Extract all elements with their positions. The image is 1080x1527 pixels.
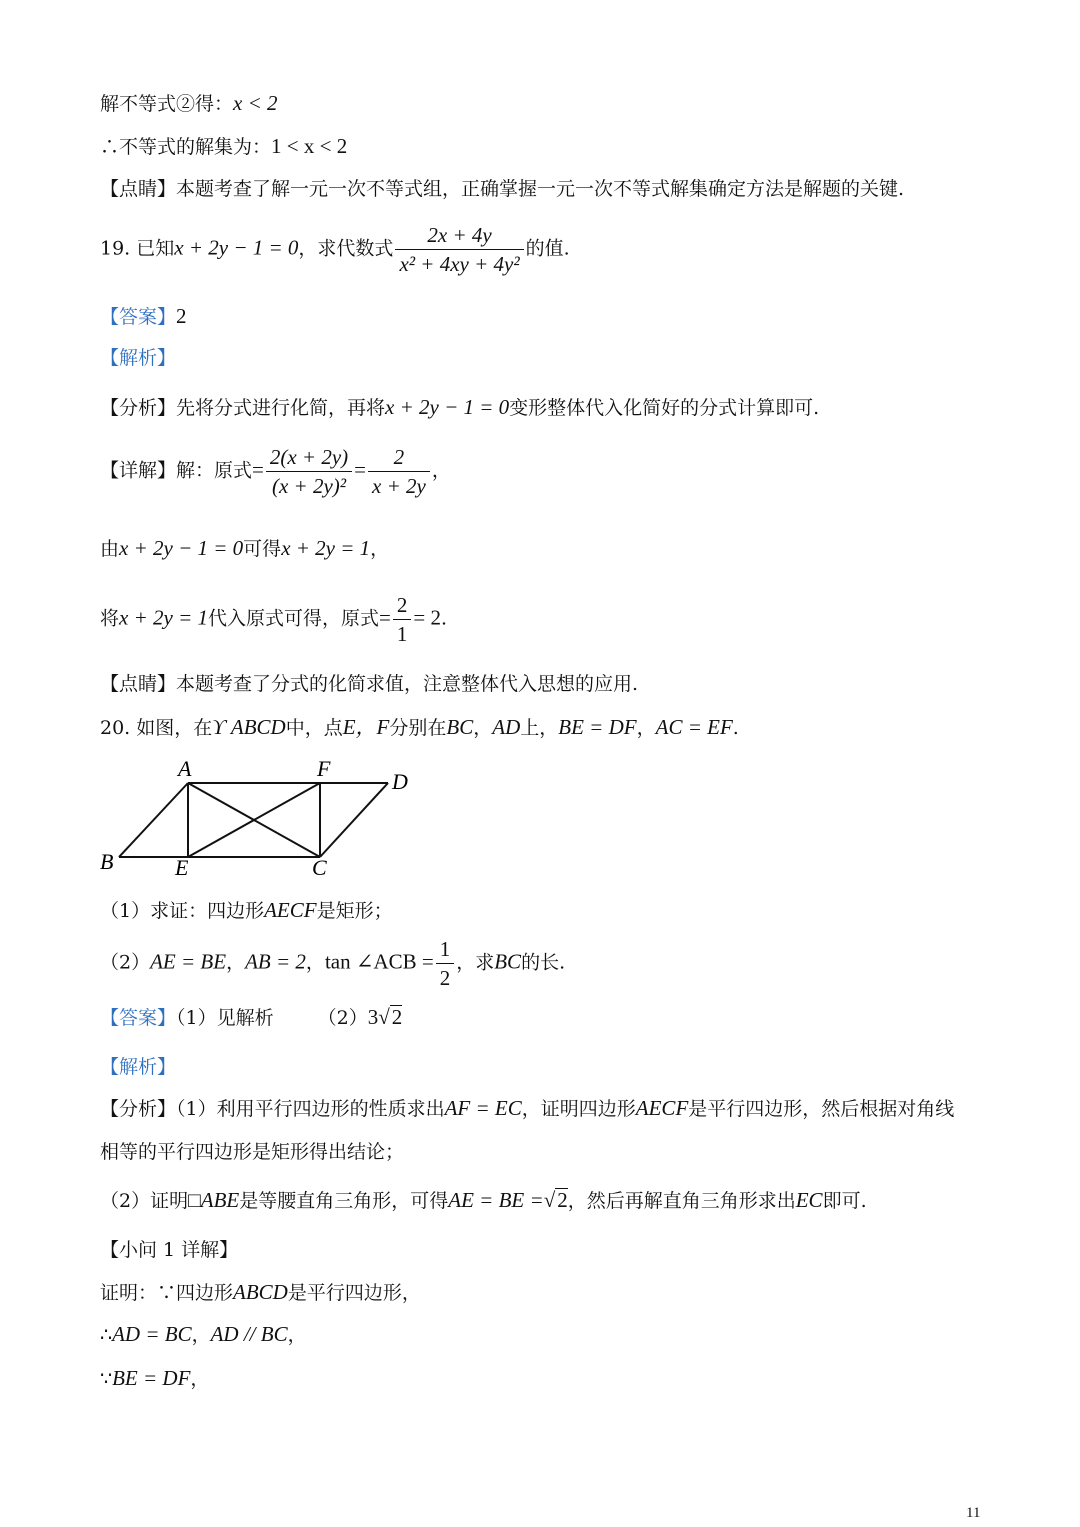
fenxi-20-line1 (100, 1095, 954, 1122)
math: AC = EF (655, 715, 733, 739)
answer-tag: 【答案】 (100, 1007, 177, 1029)
numerator: 2 (368, 444, 430, 472)
math: tan ∠ACB = (324, 949, 434, 974)
math: E，F (342, 715, 390, 739)
question-20 (100, 714, 739, 741)
text: 中，点 (285, 717, 343, 739)
therefore-sign: ∴ (100, 1324, 113, 1346)
denominator: 1 (396, 622, 408, 646)
text: （1）求证：四边形 (100, 900, 265, 922)
fenxi-20-line2: 相等的平行四边形是矩形得出结论； (100, 1141, 405, 1163)
math: AD (492, 715, 521, 739)
math: x + 2y − 1 = 0 (385, 395, 510, 419)
math: ϒ ABCD (212, 715, 286, 739)
text: （2）证明 (100, 1190, 189, 1212)
text: 是等腰直角三角形，可得 (239, 1190, 449, 1212)
you-line (100, 535, 389, 562)
fenxi-20-part2 (100, 1187, 867, 1214)
answer-part1: （1）见解析 (176, 1007, 274, 1029)
condition: x + 2y − 1 = 0 (174, 235, 299, 260)
text2: 变形整体代入化简好的分式计算即可. (509, 397, 820, 419)
dianjing-19: 【点睛】本题考查了分式的化简求值，注意整体代入思想的应用. (100, 673, 639, 695)
equals-sign: = (252, 457, 264, 482)
text: ， (287, 1324, 307, 1346)
label-b: B (100, 849, 114, 874)
because-sign: ∵ (100, 1368, 113, 1390)
math: □ABE (188, 1188, 240, 1212)
denominator: x² + 4xy + 4y² (399, 252, 520, 276)
text: 上， (520, 717, 559, 739)
math: AECF (264, 898, 317, 922)
math: AE = BE = (448, 1188, 544, 1212)
text: 的长. (521, 951, 566, 974)
period: . (440, 607, 447, 630)
solution-set (100, 133, 347, 160)
text: ， (473, 717, 493, 739)
edge-ab (119, 783, 188, 857)
text: ，求 (456, 951, 495, 974)
text: ， (370, 538, 390, 560)
label-f: F (317, 756, 331, 781)
sqrt-sign: √ (378, 1005, 390, 1029)
jiang-line (100, 592, 447, 647)
jiexi-tag-20: 【解析】 (100, 1056, 177, 1078)
math: AF = EC (444, 1096, 522, 1120)
equals-sign: = (354, 457, 367, 482)
fraction-2 (368, 444, 430, 499)
answer-19 (100, 303, 187, 330)
text: 是平行四边形，然后根据对角线 (688, 1098, 955, 1120)
text: ，然后再解直角三角形求出 (567, 1190, 796, 1212)
text: 即可. (822, 1190, 867, 1212)
text: 【分析】先将分式进行化简，再将 (100, 397, 386, 419)
sqrt-radicand: 2 (557, 1188, 568, 1212)
text: . (732, 717, 739, 739)
label-e: E (175, 855, 189, 880)
math: x + 2y = 1 (119, 605, 208, 630)
numerator: 2x + 4y (395, 222, 523, 250)
q20-part1 (100, 897, 393, 924)
text: 是矩形； (316, 900, 393, 922)
text: 分别在 (389, 717, 447, 739)
math: AD = BC (112, 1322, 192, 1346)
label-d: D (392, 769, 408, 794)
denominator: x + 2y (372, 474, 426, 498)
text: 20. 如图，在 (100, 717, 213, 739)
fraction (436, 936, 455, 991)
text: ， (191, 1324, 211, 1346)
answer-part2-label: （2） (317, 1007, 368, 1029)
label-c: C (312, 855, 327, 880)
math: BC (446, 715, 474, 739)
q19-fraction (395, 222, 523, 277)
math: BC (494, 949, 522, 974)
math: x < 2 (233, 91, 278, 115)
math: BE = DF (112, 1366, 191, 1390)
dianjing-18: 【点睛】本题考查了解一元一次不等式组，正确掌握一元一次不等式解集确定方法是解题的关键. (100, 178, 905, 200)
math: AB = 2 (245, 949, 306, 974)
denominator: 2 (439, 966, 451, 990)
text: 解不等式②得： (100, 93, 234, 115)
equals-sign: = (379, 605, 391, 630)
comma: ， (431, 459, 451, 482)
denominator: (x + 2y)² (271, 474, 347, 498)
answer-tag: 【答案】 (100, 306, 177, 328)
sqrt-sign: √ (543, 1188, 556, 1212)
text: 由 (100, 538, 120, 560)
text: 证明：∵四边形 (100, 1282, 234, 1304)
edge-dc (320, 783, 388, 857)
fenxi-19 (100, 394, 819, 421)
math: x + 2y = 1 (281, 536, 371, 560)
math: AECF (635, 1096, 689, 1120)
fraction (393, 592, 412, 647)
numerator: 2 (393, 592, 412, 620)
q-mid: ，求代数式 (298, 237, 394, 260)
math: x + 2y − 1 = 0 (119, 536, 244, 560)
q-suffix: 的值. (525, 237, 570, 260)
text: ，证明四边形 (521, 1098, 636, 1120)
proof-line-2 (100, 1321, 307, 1348)
text: 【详解】解：原式 (100, 459, 253, 482)
text: ， (226, 951, 246, 974)
text: 【分析】（1）利用平行四边形的性质求出 (100, 1098, 445, 1120)
text: 将 (100, 607, 120, 630)
solve-inequality-2 (100, 90, 278, 117)
numerator: 2(x + 2y) (266, 444, 352, 472)
math: AD // BC (210, 1322, 288, 1346)
text: ， (190, 1368, 210, 1390)
text: 代入原式可得，原式 (208, 607, 380, 630)
sqrt-radicand: 2 (391, 1005, 403, 1029)
math: AE = BE (150, 949, 227, 974)
text: ， (305, 951, 325, 974)
question-19 (100, 222, 570, 277)
jiexi-tag-19: 【解析】 (100, 347, 177, 369)
label-a: A (178, 756, 192, 781)
parallelogram-figure (95, 755, 425, 885)
proof-line-1 (100, 1279, 421, 1306)
text: ∴不等式的解集为： (100, 136, 272, 158)
math: 1 < x < 2 (271, 134, 348, 158)
numerator: 1 (436, 936, 455, 964)
text: 是平行四边形， (287, 1282, 421, 1304)
answer-20 (100, 1004, 402, 1031)
text: 可得 (243, 538, 282, 560)
text: （2） (100, 951, 151, 974)
fraction-1 (266, 444, 352, 499)
xiaowen-1-heading: 【小问 1 详解】 (100, 1239, 239, 1261)
math: EC (795, 1188, 823, 1212)
answer-coef: 3 (367, 1005, 379, 1029)
answer-value: 2 (176, 304, 187, 328)
xiangjie-19 (100, 444, 451, 499)
q20-part2 (100, 936, 565, 991)
q-prefix: 19. 已知 (100, 237, 175, 260)
proof-line-3 (100, 1365, 209, 1392)
text: ， (636, 717, 656, 739)
math: BE = DF (558, 715, 637, 739)
result: = 2 (413, 605, 441, 630)
page-number: 11 (966, 1505, 981, 1521)
math: ABCD (233, 1280, 288, 1304)
